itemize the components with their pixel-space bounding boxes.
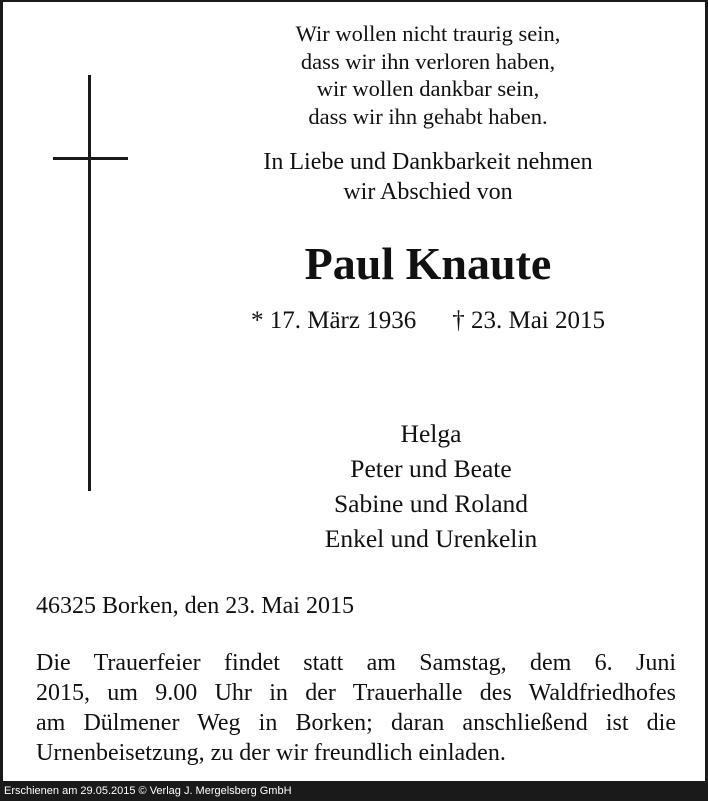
- deceased-name: Paul Knaute: [304, 238, 552, 289]
- mourner: Sabine und Roland: [333, 489, 529, 518]
- notice-line: am Dülmener Weg in Borken; daran anschließend ist die: [36, 710, 676, 736]
- poem-line: dass wir ihn gehabt haben.: [308, 103, 548, 129]
- poem-line: dass wir ihn verloren haben,: [300, 48, 556, 74]
- cross-horizontal-bar: [53, 157, 128, 160]
- mourners-list: [203, 416, 659, 556]
- notice-line: Die Trauerfeier findet statt am Samstag, dem 6. Juni: [36, 650, 676, 676]
- mourner: Helga: [400, 419, 462, 448]
- intro-line: In Liebe und Dankbarkeit nehmen: [263, 149, 593, 175]
- publication-footer: Erschienen am 29.05.2015 © Verlag J. Mergelsberg GmbH: [0, 781, 708, 801]
- poem: [243, 20, 613, 130]
- life-dates: [203, 304, 653, 338]
- place-and-date: 46325 Borken, den 23. Mai 2015: [36, 593, 354, 619]
- farewell-intro: [208, 147, 648, 207]
- mourner: Peter und Beate: [350, 454, 512, 483]
- notice-line: Urnenbeisetzung, zu der wir freundlich einladen.: [36, 740, 506, 766]
- funeral-notice: [36, 648, 676, 768]
- poem-line: wir wollen dankbar sein,: [316, 76, 540, 101]
- poem-line: Wir wollen nicht traurig sein,: [295, 21, 561, 46]
- mourner: Enkel und Urenkelin: [324, 524, 538, 553]
- intro-line: wir Abschied von: [343, 179, 513, 205]
- death-date: † 23. Mai 2015: [452, 307, 606, 334]
- notice-line: 2015, um 9.00 Uhr in der Trauerhalle des Waldfriedhofes: [36, 680, 676, 706]
- cross-vertical-bar: [88, 75, 91, 491]
- birth-date: * 17. März 1936: [250, 307, 417, 334]
